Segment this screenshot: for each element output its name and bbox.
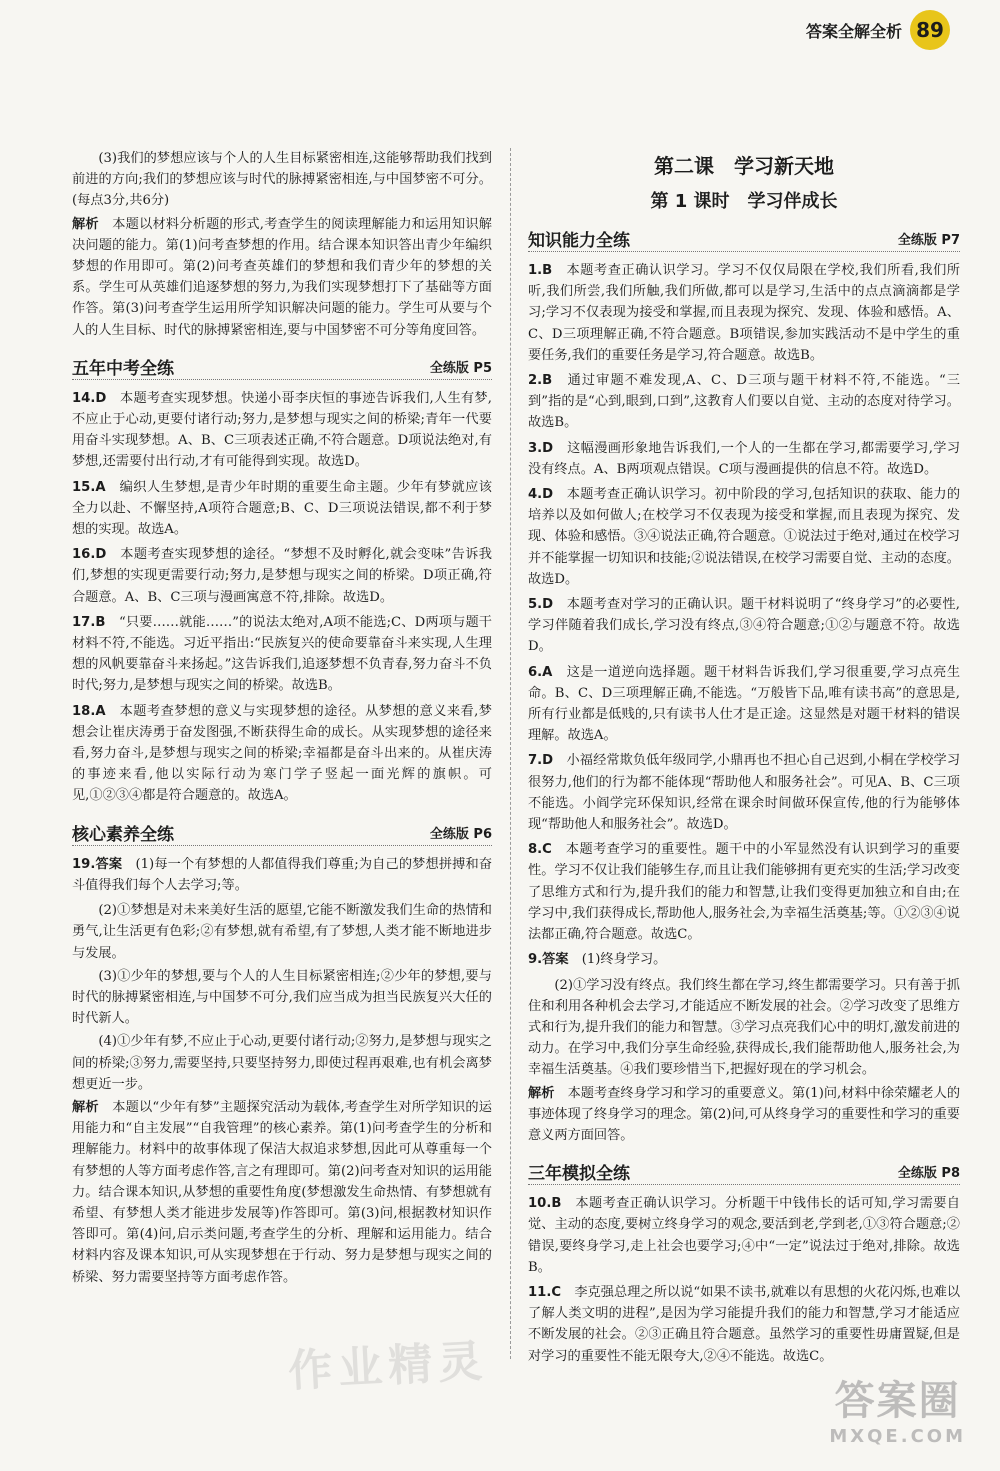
item-number: 6.A: [528, 664, 553, 680]
answer-part: (2)①梦想是对未来美好生活的愿望,它能不断激发我们生命的热情和勇气,让生活更有色彩;②有梦想,就有希望,有了梦想,人类才能不断地进步与发展。: [72, 903, 492, 961]
item-number: 3.D: [528, 440, 554, 456]
section-tag: 全练版 P8: [897, 1166, 960, 1182]
answer-analysis: [528, 1083, 960, 1147]
answer-item: [528, 662, 960, 747]
analysis-label: 解析: [72, 1099, 99, 1115]
answer-analysis: [72, 1097, 492, 1288]
section-header-knowledge: [528, 223, 960, 252]
page-header: [806, 10, 950, 50]
answer-item: [528, 260, 960, 366]
item-text: 本题考查正确认识学习。分析题干中钱伟长的话可知,学习需要自觉、主动的态度,要树立终身学习的观念,要活到老,学到老,①③符合题意;②错误,要终身学习,走上社会也要学习;④中“一定”说法过于绝对,排除。故选B。: [528, 1196, 960, 1275]
section-header-five-year: [72, 351, 492, 380]
item-number: 8.C: [528, 842, 552, 858]
answer-item: [72, 544, 492, 608]
item-number: 4.D: [528, 487, 554, 503]
right-column: [528, 150, 960, 1371]
watermark-text: 作业精灵: [287, 1335, 490, 1398]
item-text: 本题考查对学习的正确认识。题干材料说明了“终身学习”的必要性,学习伴随着我们成长,学习没有终点,③④符合题意;①②与题意不符。故选D。: [528, 597, 960, 655]
item-text: (1)每一个有梦想的人都值得我们尊重;为自己的梦想拼搏和奋斗值得我们每个人去学习;等。: [72, 856, 493, 893]
item-text: 这是一道逆向选择题。题干材料告诉我们,学习很重要,学习点亮生命。B、C、D三项理解正确,不能选。“万般皆下品,唯有读书高”的意思是,所有行业都是低贱的,只有读书人仕才是正途。这显然是对题干材料的错误理解。故选A。: [528, 664, 961, 744]
answer-item: [72, 701, 492, 807]
section-title: 三年模拟全练: [528, 1164, 630, 1185]
item-text: 这幅漫画形象地告诉我们,一个人的一生都在学习,都需要学习,学习没有终点。A、B两项观点错误。C项与漫画提供的信息不符。故选D。: [528, 440, 961, 477]
answer-part: (3)①少年的梦想,要与个人的人生目标紧密相连;②少年的梦想,要与时代的脉搏紧密相连,与中国梦不可分,我们应当成为担当民族复兴大任的时代新人。: [72, 968, 492, 1027]
item-text: 本题考查实现梦想的途径。“梦想不及时孵化,就会变味”告诉我们,梦想的实现更需要行动;努力,是梦想与现实之间的桥梁。D项正确,符合题意。A、B、C三项与漫画寓意不符,排除。故选D。: [72, 547, 492, 605]
item-number: 1.B: [528, 263, 553, 278]
section-header-three-year: [528, 1156, 960, 1185]
item-text: 本题考查学习的重要性。题干中的小军显然没有认识到学习的重要性。学习不仅让我们能够生存,而且让我们能够拥有更充实的生活;学习改变了思维方式和行为,提升我们的能力和智慧,让我们变得更加独立和自由;在学习中,我们获得成长,帮助他人,服务社会,为幸福生活奠基;等。①②③④说法都正确,符合题意。故选C。: [528, 842, 961, 943]
section-tag: 全练版 P7: [897, 233, 960, 248]
analysis-label: 解析: [72, 216, 99, 232]
item-text: 编织人生梦想,是青少年时期的重要生命主题。少年有梦就应该全力以赴、不懈坚持,A项符合题意;B、C、D三项说法错误,都不利于梦想的实现。故选A。: [72, 479, 492, 538]
answer-part: (4)①少年有梦,不应止于心动,更要付诸行动;②努力,是梦想与现实之间的桥梁;③努力,需要坚持,只要坚持努力,即使过程再艰难,也有机会离梦想更近一步。: [72, 1034, 492, 1092]
section-header-core: [72, 817, 492, 846]
item-number: 11.C: [528, 1284, 562, 1300]
item-number: 10.B: [528, 1196, 562, 1212]
answer-item: [72, 477, 492, 541]
analysis-text: 本题以材料分析题的形式,考查学生的阅读理解能力和运用知识解决问题的能力。第(1)问考查梦想的作用。结合课本知识答出青少年编织梦想的作用即可。第(2)问考查英雄们的梦想和我们青少年的梦想的关系。学生可从英雄们追逐梦想的努力,为我们实现梦想打下了基础等方面作答。第(3)问考查学生运用所学知识解决问题的能力。学生可从要与个人的人生目标、时代的脉搏紧密相连,要与中国梦密不可分等角度回答。: [72, 216, 492, 338]
intro-analysis: [72, 214, 492, 341]
item-number: 16.D: [72, 547, 107, 563]
answer-item: [72, 854, 492, 896]
item-number: 17.B: [72, 614, 106, 630]
answer-item: [528, 750, 960, 835]
answer-item: [72, 388, 492, 473]
item-text: 小福经常欺负低年级同学,小鼎再也不担心自己迟到,小桐在学校学习很努力,他们的行为都不能体现“帮助他人和服务社会”。可见A、B、C三项不能选。小阎学完环保知识,经常在课余时间做环保宣传,他的行为能够体现“帮助他人和服务社会”。故选D。: [528, 753, 961, 833]
logo-url: MXQE.COM: [829, 1426, 966, 1447]
item-text: 本题考查梦想的意义与实现梦想的途径。从梦想的意义来看,梦想会让崔庆涛勇于奋发图强,不断获得生命的成长。从实现梦想的途径来看,努力奋斗,是梦想与现实之间的桥梁;幸福都是奋斗出来的。从崔庆涛的事迹来看,他以实际行动为寒门学子竖起一面光辉的旗帜。可见,①②③④都是符合题意的。故选A。: [72, 703, 492, 804]
analysis-text: 本题考查终身学习和学习的重要意义。第(1)问,材料中徐荣耀老人的事迹体现了终身学习的理念。第(2)问,可从终身学习的重要性和学习的重要意义两方面回答。: [528, 1085, 961, 1143]
item-text: 本题考查正确认识学习。学习不仅仅局限在学校,我们所看,我们所听,我们所尝,我们所触,我们所做,都可以是学习,生活中的点点滴滴都是学习;学习不仅表现为接受和掌握,而且表现为探究、发现、体验和感悟。A、C、D三项理解正确,不符合题意。B项错误,参加实践活动不是中学生的重要任务,我们的重要任务是学习,符合题意。故选B。: [528, 263, 960, 363]
lesson-title: 第 1 课时 学习伴成长: [650, 191, 838, 212]
item-text: “只要……就能……”的说法太绝对,A项不能选;C、D两项与题干材料不符,不能选。习近平指出:“民族复兴的使命要靠奋斗来实现,人生理想的风帆要靠奋斗来扬起。”这告诉我们,追逐梦想不负青春,努力奋斗不负时代;努力,是梦想与现实之间的桥梁。故选B。: [72, 614, 492, 694]
item-number: 5.D: [528, 597, 554, 613]
page-number: 89: [910, 10, 950, 50]
answer-item: [72, 612, 492, 697]
answer-item: [528, 370, 960, 434]
answer-item: [528, 484, 960, 590]
item-text: 李克强总理之所以说“如果不读书,就难以有思想的火花闪烁,也难以了解人类文明的进程”,是因为学习能提升我们的能力和智慧,学习才能适应不断发展的社会。②③正确且符合题意。虽然学习的重要性毋庸置疑,但是对学习的重要性不能无限夸大,②④不能选。故选C。: [528, 1284, 961, 1364]
section-title: 知识能力全练: [528, 231, 630, 251]
section-title: 核心素养全练: [72, 824, 174, 845]
item-text: (1)终身学习。: [581, 952, 667, 968]
item-number: 7.D: [528, 753, 554, 769]
item-text: 本题考查实现梦想。快递小哥李庆恒的事迹告诉我们,人生有梦,不应止于心动,更要付诸行动;努力,是梦想与现实之间的桥梁;青年一代要用奋斗实现梦想。A、B、C三项表述正确,不符合题意。D项说法绝对,有梦想,还需要付出行动,才有可能得到实现。故选D。: [72, 390, 493, 470]
section-title: 五年中考全练: [72, 358, 174, 379]
item-number: 14.D: [72, 390, 107, 406]
item-number: 15.A: [72, 479, 106, 495]
item-number: 19.答案: [72, 856, 123, 872]
logo-text: 答案圈: [834, 1378, 961, 1424]
item-number: 9.答案: [528, 952, 569, 968]
column-divider: [510, 148, 511, 1359]
item-text: 通过审题不难发现,A、C、D三项与题干材料不符,不能选。“三到”指的是“心到,眼到,口到”,这教育人们要以自觉、主动的态度对待学习。故选B。: [528, 373, 961, 431]
answer-part: (2)①学习没有终点。我们终生都在学习,终生都需要学习。只有善于抓住和利用各种机会去学习,才能适应不断发展的社会。②学习改变了思维方式和行为,提升我们的能力和智慧。③学习点亮我们心中的明灯,激发前进的动力。在学习中,我们分享生命经验,获得成长,我们能帮助他人,服务社会,为幸福生活奠基。④我们要珍惜当下,把握好现在的学习机会。: [528, 977, 960, 1078]
chapter-title: 第二课 学习新天地: [654, 154, 834, 178]
section-tag: 全练版 P6: [429, 826, 492, 842]
answer-item: [528, 949, 960, 970]
analysis-label: 解析: [528, 1085, 555, 1101]
left-column: [72, 148, 492, 1290]
intro-paragraph: (3)我们的梦想应该与个人的人生目标紧密相连,这能够帮助我们找到前进的方向;我们的梦想应该与时代的脉搏紧密相连,与中国梦密不可分。(每点3分,共6分): [72, 151, 492, 209]
item-number: 2.B: [528, 373, 553, 389]
item-number: 18.A: [72, 703, 106, 719]
header-title: 答案全解全析: [805, 21, 902, 41]
site-logo: [829, 1369, 966, 1447]
answer-item: [528, 1282, 960, 1367]
item-text: 本题考查正确认识学习。初中阶段的学习,包括知识的获取、能力的培养以及如何做人;在校学习不仅表现为接受和掌握,而且表现为探究、发现、体验和感悟。③④说法正确,符合题意。①说法过于绝对,通过在校学习并不能掌握一切知识和技能;②说法错误,在校学习需要自觉、主动的态度。故选D。: [528, 487, 961, 587]
section-tag: 全练版 P5: [429, 360, 492, 376]
answer-item: [528, 594, 960, 658]
answer-item: [528, 1193, 960, 1278]
analysis-text: 本题以“少年有梦”主题探究活动为载体,考查学生对所学知识的运用能力和“自主发展”“自我管理”的核心素养。第(1)问考查学生的分析和理解能力。材料中的故事体现了保洁大叔追求梦想,因此可从尊重每一个有梦想的人等方面考虑作答,言之有理即可。第(2)问考查对知识的运用能力。结合课本知识,从梦想的重要性角度(梦想激发生命热情、有梦想就有希望、有梦想人类才能进步发展等)作答即可。第(3)问,根据教材知识作答即可。第(4)问,启示类问题,考查学生的分析、理解和运用能力。结合材料内容及课本知识,可从实现梦想在于行动、努力是梦想与现实之间的桥梁、努力需要坚持等方面考虑作答。: [72, 1099, 492, 1285]
answer-item: [528, 839, 960, 945]
answer-item: [528, 438, 960, 480]
